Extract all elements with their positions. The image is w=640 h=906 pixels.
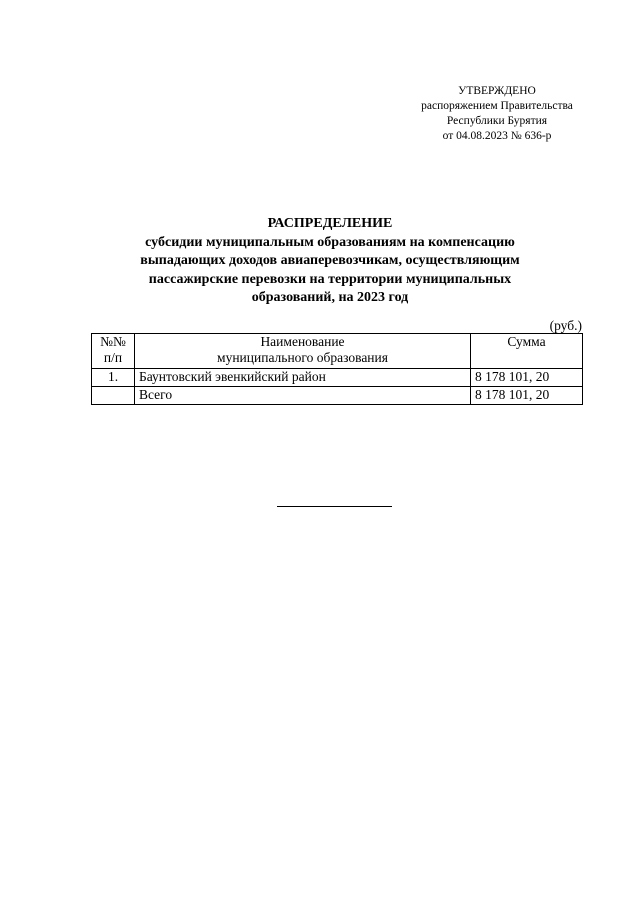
title-heading: РАСПРЕДЕЛЕНИЕ (267, 216, 393, 231)
approval-line-republic: Республики Бурятия (446, 115, 548, 127)
row-number (92, 387, 135, 405)
header-sum (471, 334, 583, 369)
header-name (135, 334, 471, 369)
header-number (92, 334, 135, 369)
document-title (100, 215, 560, 308)
row-municipality: Баунтовский эвенкийский район (135, 369, 471, 387)
table-row (92, 369, 583, 387)
title-line-2: субсидии муниципальным образованиям на компенсацию (145, 234, 515, 250)
header-name-line1: Наименование (260, 334, 345, 349)
approval-stamp (400, 84, 594, 144)
row-sum: 8 178 101, 20 (471, 369, 583, 387)
title-line-5: образований, на 2023 год (251, 290, 409, 305)
header-number-line2: п/п (103, 350, 123, 365)
end-divider (277, 506, 392, 507)
row-total-sum: 8 178 101, 20 (471, 387, 583, 405)
header-number-line1: №№ (100, 334, 126, 349)
title-line-4: пассажирские перевозки на территории муниципальных (148, 271, 512, 287)
table-row-total (92, 387, 583, 405)
header-name-line2: муниципального образования (217, 350, 388, 365)
currency-unit: (руб.) (549, 318, 582, 333)
header-sum-label: Сумма (507, 334, 546, 349)
approval-heading: УТВЕРЖДЕНО (458, 85, 536, 97)
distribution-table (91, 333, 583, 405)
title-line-3: выпадающих доходов авиаперевозчикам, осуществляющим (140, 253, 520, 268)
approval-line-order: распоряжением Правительства (421, 100, 573, 112)
row-total-label: Всего (135, 387, 471, 405)
row-number: 1. (92, 369, 135, 387)
table-header-row (92, 334, 583, 369)
approval-line-date: от 04.08.2023 № 636-р (442, 130, 552, 142)
